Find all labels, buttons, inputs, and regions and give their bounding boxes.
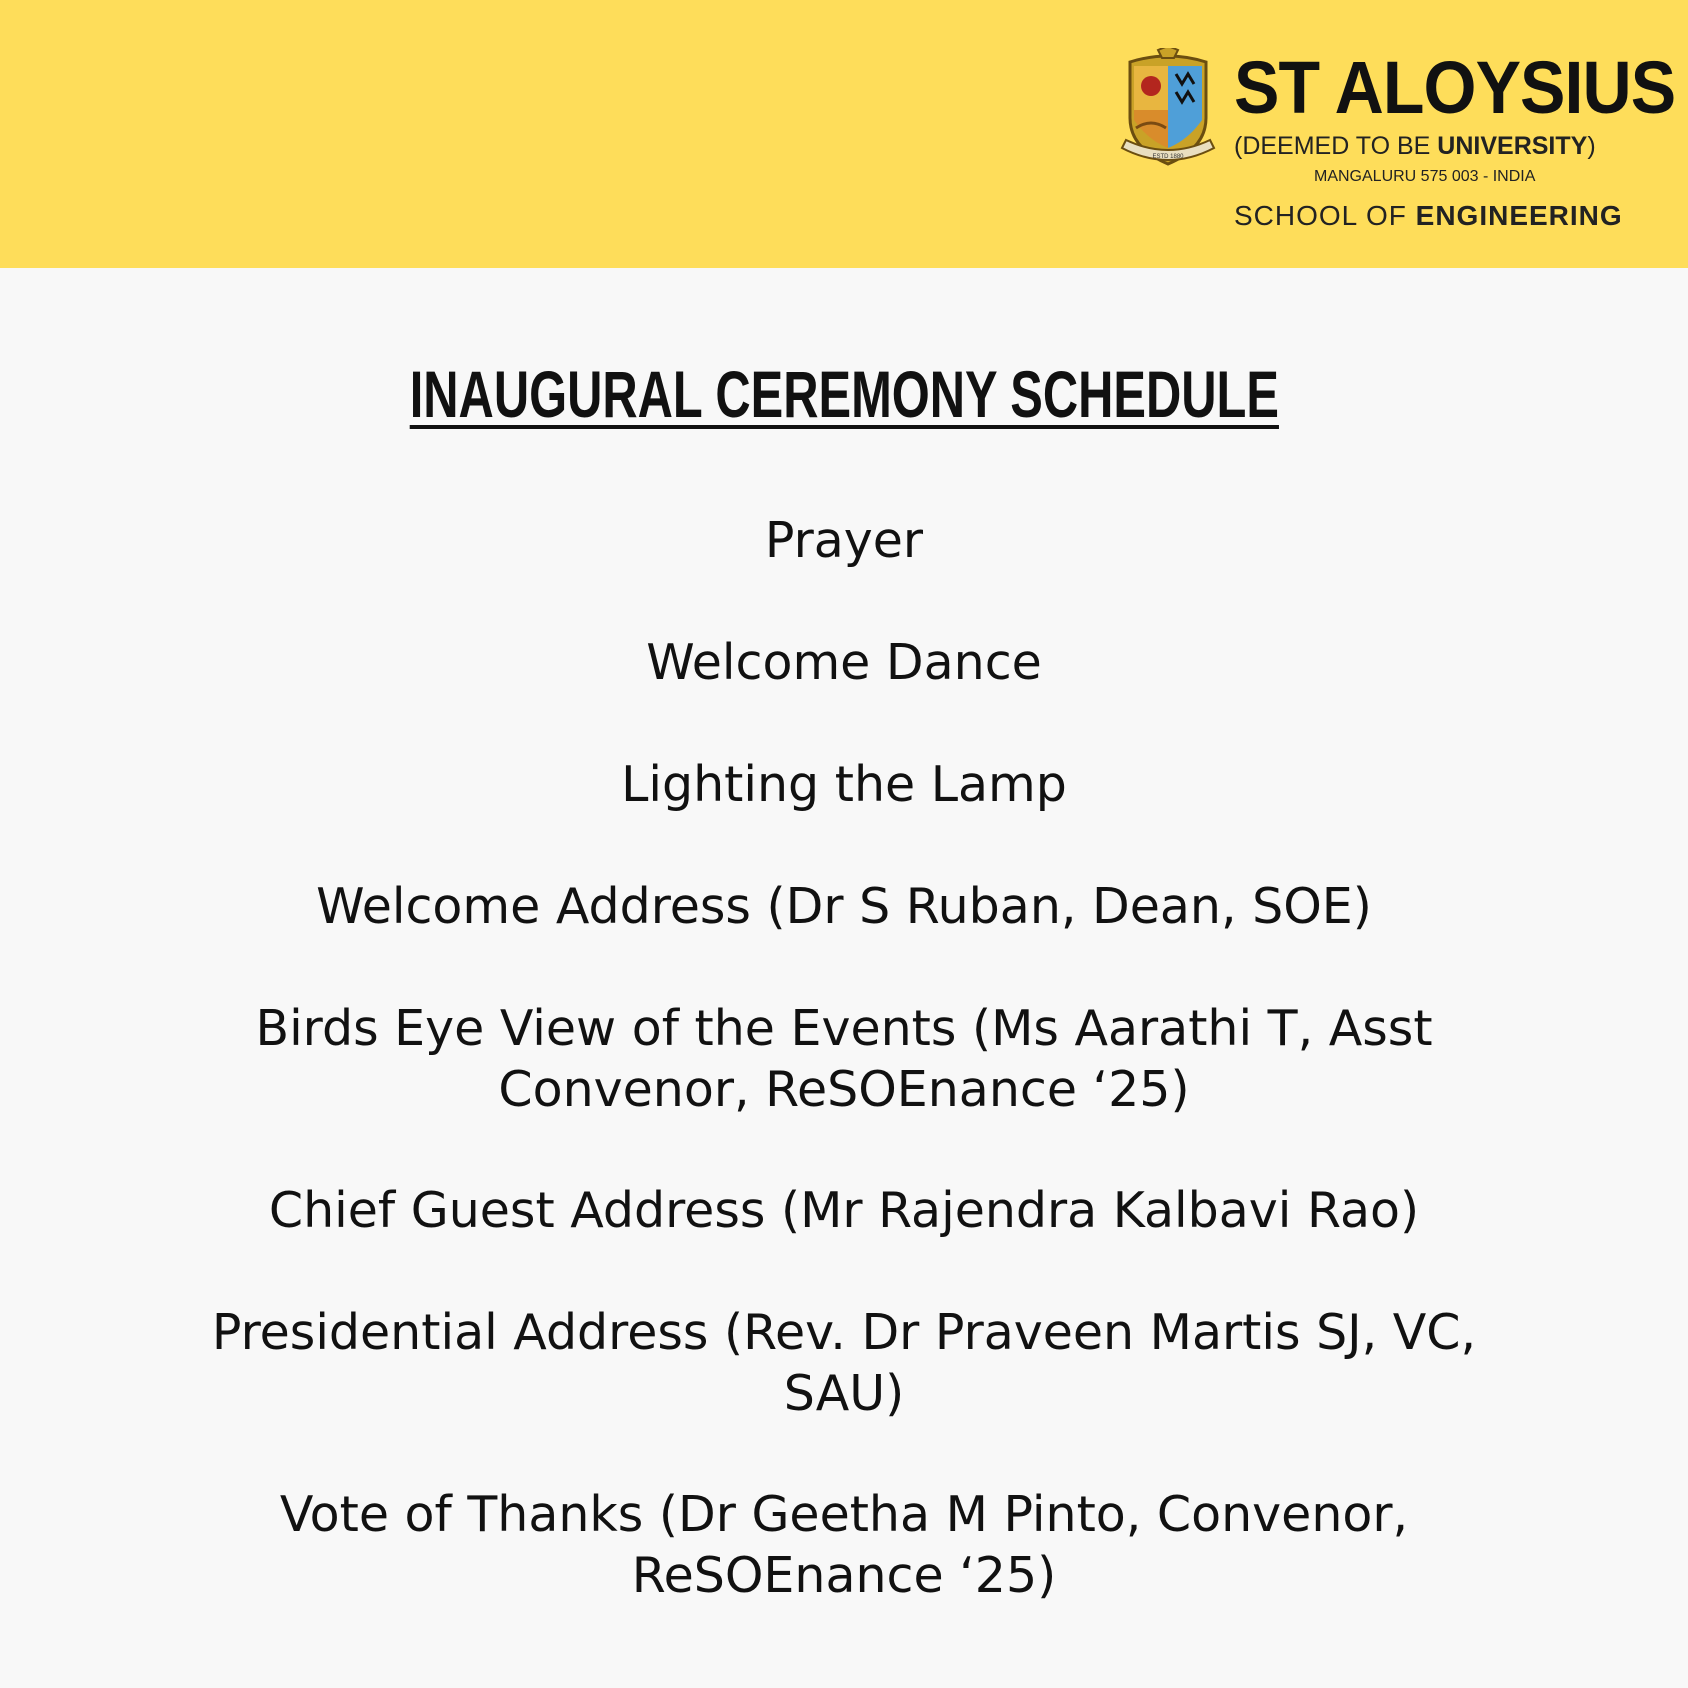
header-band	[0, 0, 1688, 268]
university-logo	[1118, 44, 1676, 244]
schedule-item: Lighting the Lamp	[621, 756, 1067, 813]
status-suffix: )	[1587, 132, 1596, 160]
schedule-item: Welcome Address (Dr S Ruban, Dean, SOE)	[316, 878, 1372, 935]
status-prefix: (DEEMED TO BE	[1234, 132, 1438, 160]
university-status	[1234, 132, 1596, 161]
schedule-item: Birds Eye View of the Events (Ms Aarathi T, Asst Convenor, ReSOEnance ‘25)	[255, 1000, 1433, 1118]
schedule-item: Chief Guest Address (Mr Rajendra Kalbavi Rao)	[268, 1182, 1420, 1239]
school-name	[1234, 200, 1623, 232]
page-title	[0, 356, 1688, 432]
crest-est-text: ESTD 1880	[1152, 154, 1184, 160]
schedule-item: Vote of Thanks (Dr Geetha M Pinto, Convenor, ReSOEnance ‘25)	[279, 1486, 1409, 1604]
school-bold: ENGINEERING	[1415, 200, 1623, 231]
schedule-item: Welcome Dance	[646, 634, 1042, 691]
page-title-text: INAUGURAL CEREMONY SCHEDULE	[409, 357, 1279, 431]
schedule-item: Prayer	[764, 512, 924, 569]
schedule-item: Presidential Address (Rev. Dr Praveen Martis SJ, VC, SAU)	[211, 1304, 1477, 1422]
status-bold: UNIVERSITY	[1437, 132, 1588, 160]
school-prefix: SCHOOL OF	[1234, 200, 1416, 231]
university-address: MANGALURU 575 003 - INDIA	[1314, 168, 1536, 185]
university-name: ST ALOYSIUS	[1234, 46, 1676, 129]
